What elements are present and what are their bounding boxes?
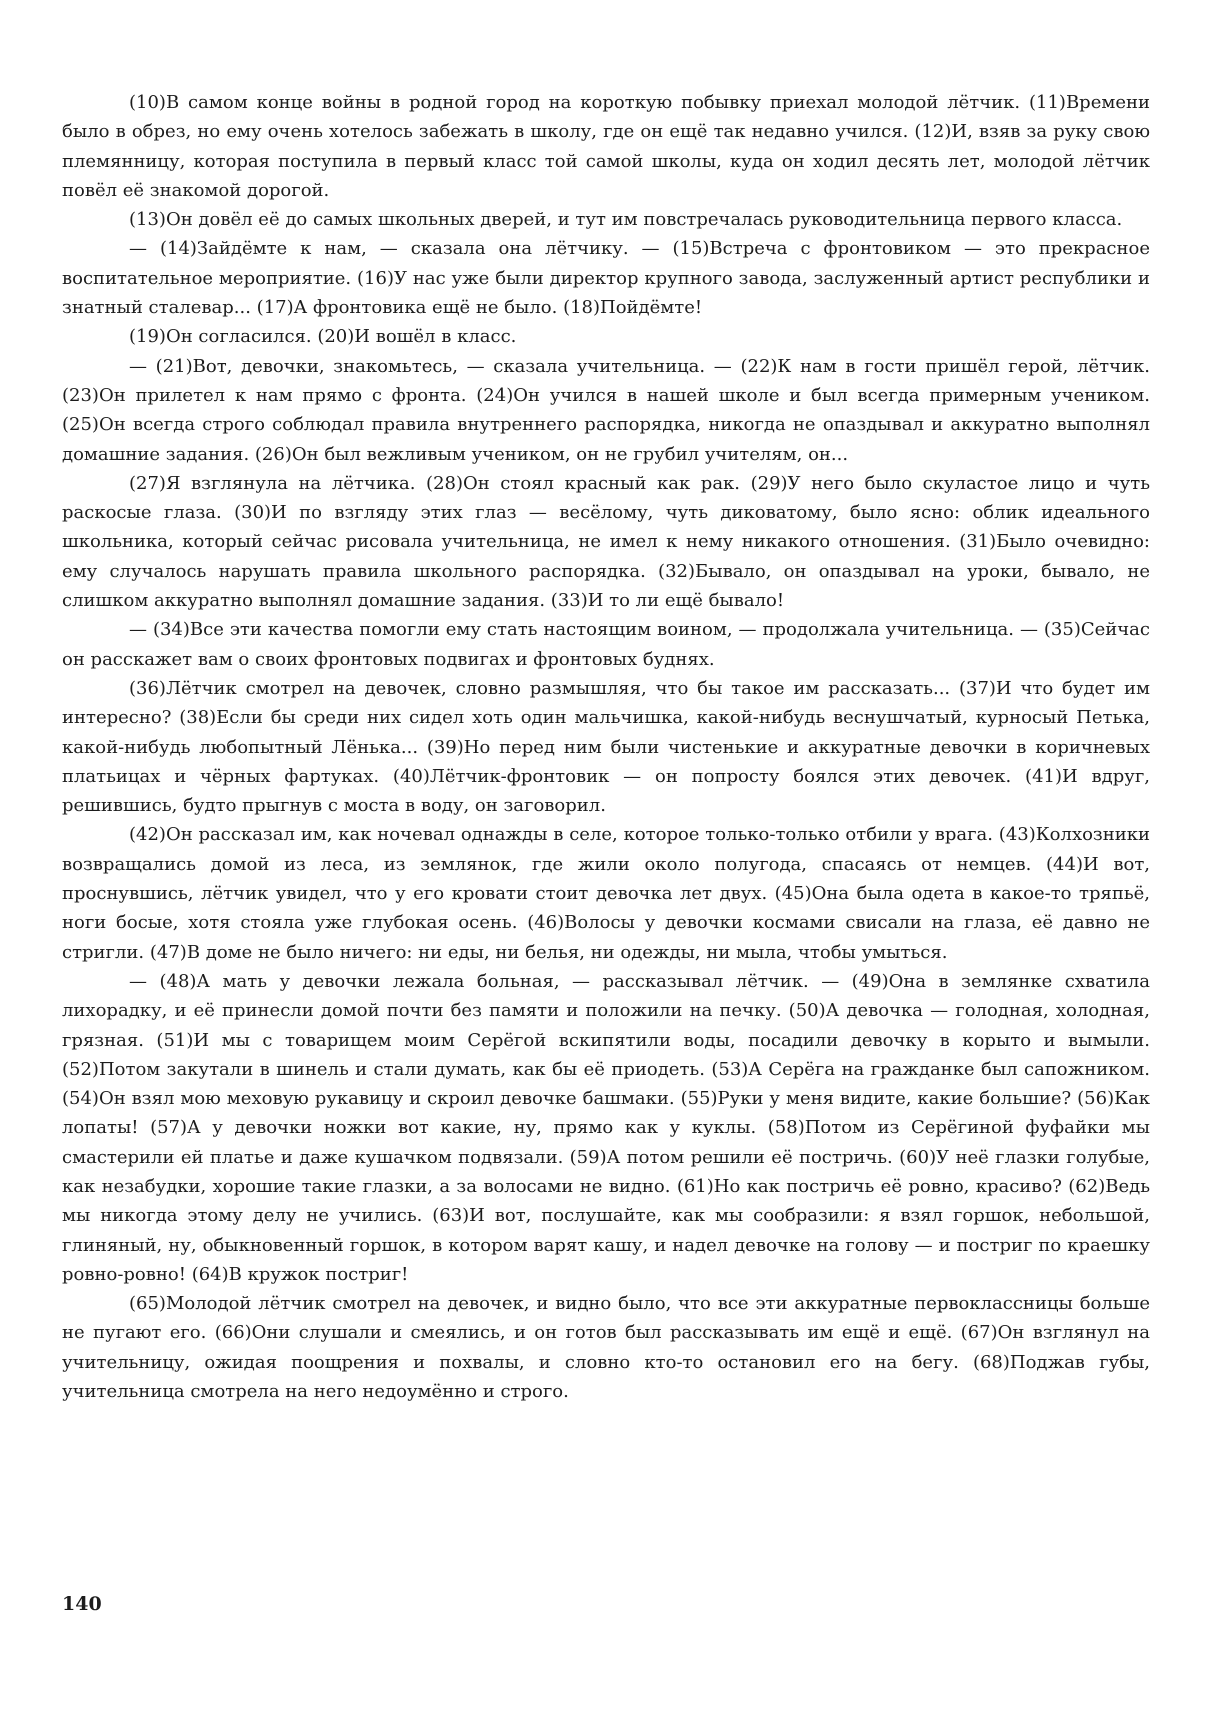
text-body bbox=[62, 88, 1150, 1406]
paragraph-6: (27)Я взглянула на лётчика. (28)Он стоял красный как рак. (29)У него было скуластое лицо и чуть раскосые глаза. (30)И по взгляду этих глаз — весёлому, чуть диковатому, было ясно: облик идеального школьника, который сейчас рисовала учительница, не имел к нему никакого отношения. (31)Было очевидно: ему случалось нарушать правила школьного распорядка. (32)Бывало, он опаздывал на уроки, бывало, не слишком аккуратно выполнял домашние задания. (33)И то ли ещё бывало! bbox=[62, 472, 1150, 612]
paragraph-11: (65)Молодой лётчик смотрел на девочек, и видно было, что все эти аккуратные первоклассницы больше не пугают его. (66)Они слушали и смеялись, и он готов был рассказывать им ещё и ещё. (67)Он взглянул на учительницу, ожидая поощрения и похвалы, и словно кто-то остановил его на бегу. (68)Поджав губы, учительница смотрела на него недоумённо и строго. bbox=[62, 1293, 1150, 1403]
paragraph-5: — (21)Вот, девочки, знакомьтесь, — сказала учительница. — (22)К нам в гости пришёл герой, лётчик. (23)Он прилетел к нам прямо с фронта. (24)Он учился в нашей школе и был всегда примерным учеником. (25)Он всегда строго соблюдал правила внутреннего распорядка, никогда не опаздывал и аккуратно выполнял домашние задания. (26)Он был вежливым учеником, он не грубил учителям, он... bbox=[62, 355, 1150, 465]
paragraph-4: (19)Он согласился. (20)И вошёл в класс. bbox=[129, 326, 517, 348]
paragraph-1: (10)В самом конце войны в родной город на короткую побывку приехал молодой лётчик. (11)Времени было в обрез, но ему очень хотелось забежать в школу, где он ещё так недавно учился. (12)И, взяв за руку свою племянницу, которая поступила в первый класс той самой школы, куда он ходил десять лет, молодой лётчик повёл её знакомой дорогой. bbox=[62, 92, 1150, 201]
paragraph-7: — (34)Все эти качества помогли ему стать настоящим воином, — продолжала учительница. — (35)Сейчас он расскажет вам о своих фронтовых подвигах и фронтовых буднях. bbox=[62, 619, 1150, 670]
paragraph-10: — (48)А мать у девочки лежала больная, — рассказывал лётчик. — (49)Она в землянке схватила лихорадку, и её принесли домой почти без памяти и положили на печку. (50)А девочка — голодная, холодная, грязная. (51)И мы с товарищем моим Серёгой вскипятили воды, посадили девочку в корыто и вымыли. (52)Потом закутали в шинель и стали думать, как бы её приодеть. (53)А Серёга на гражданке был сапожником. (54)Он взял мою меховую рукавицу и скроил девочке башмаки. (55)Руки у меня видите, какие большие? (56)Как лопаты! (57)А у девочки ножки вот какие, ну, прямо как у куклы. (58)Потом из Серёгиной фуфайки мы смастерили ей платье и даже кушачком подвязали. (59)А потом решили её постричь. (60)У неё глазки голубые, как незабудки, хорошие такие глазки, а за волосами не видно. (61)Но как постричь её ровно, красиво? (62)Ведь мы никогда этому делу не учились. (63)И вот, послушайте, как мы сообразили: я взял горшок, небольшой, глиняный, ну, обыкновенный горшок, в котором варят кашу, и надел девочке на голову — и постриг по краешку ровно-ровно! (64)В кружок постриг! bbox=[62, 970, 1150, 1285]
paragraph-8: (36)Лётчик смотрел на девочек, словно размышляя, что бы такое им рассказать... (37)И что будет им интересно? (38)Если бы среди них сидел хоть один мальчишка, какой-нибудь веснушчатый, курносый Петька, какой-нибудь любопытный Лёнька... (39)Но перед ним были чистенькие и аккуратные девочки в коричневых платьицах и чёрных фартуках. (40)Лётчик-фронтовик — он попросту боялся этих девочек. (41)И вдруг, решившись, будто прыгнув с моста в воду, он заговорил. bbox=[62, 677, 1150, 817]
page-number: 140 bbox=[62, 1593, 102, 1615]
paragraph-9: (42)Он рассказал им, как ночевал однажды в селе, которое только-только отбили у врага. (43)Колхозники возвращались домой из леса, из землянок, где жили около полугода, спасаясь от немцев. (44)И вот, проснувшись, лётчик увидел, что у его кровати стоит девочка лет двух. (45)Она была одета в какое-то тряпьё, ноги босые, хотя стояла уже глубокая осень. (46)Волосы у девочки космами свисали на глаза, её давно не стригли. (47)В доме не было ничего: ни еды, ни белья, ни одежды, ни мыла, чтобы умыться. bbox=[62, 824, 1150, 963]
paragraph-3: — (14)Зайдёмте к нам, — сказала она лётчику. — (15)Встреча с фронтовиком — это прекрасное воспитательное мероприятие. (16)У нас уже были директор крупного завода, заслуженный артист республики и знатный сталевар... (17)А фронтовика ещё не было. (18)Пойдёмте! bbox=[62, 238, 1150, 319]
paragraph-2: (13)Он довёл её до самых школьных дверей, и тут им повстречалась руководительница первого класса. bbox=[129, 209, 1123, 231]
